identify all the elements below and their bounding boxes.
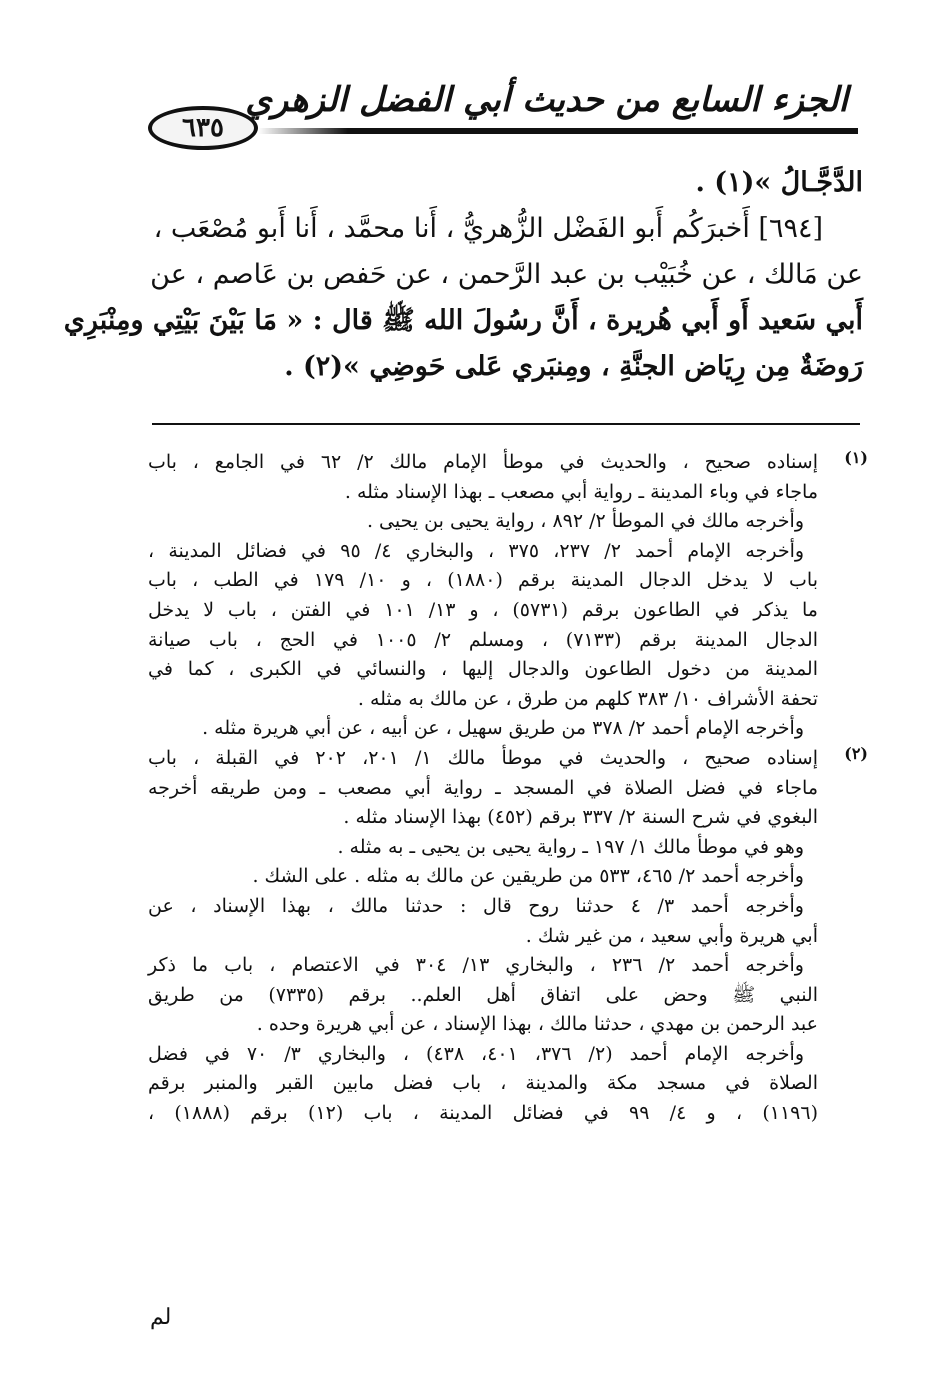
- footnote-line: ماجاء في وباء المدينة ـ رواية أبي مصعب ـ بهذا الإسناد مثله .: [344, 480, 818, 503]
- footnote-line: وأخرجه أحمد ٣/ ٤ حدثنا روح قال : حدثنا مالك ، بهذا الإسناد ، عن: [148, 894, 804, 917]
- footnote-line: إسناده صحيح ، والحديث في موطأ مالك ١/ ٢٠١، ٢٠٢ في القبلة ، باب: [148, 746, 819, 769]
- footnote-line: الدجال المدينة برقم (٧١٣٣) ، ومسلم ٢/ ١٠٠٥ في الحج ، باب صيانة: [148, 628, 818, 651]
- footnote-line: النبي ﷺ وحض على اتفاق أهل العلم.. برقم (٧٣٣٥) من طريق: [148, 983, 819, 1006]
- footnote-line: ماجاء في فضل الصلاة في المسجد ـ رواية أبي مصعب ـ ومن طريقه أخرجه: [148, 776, 818, 799]
- text-line: أَبي سَعيد أَو أَبي هُريرة ، أَنَّ رسُولَ الله ﷺ قال : « مَا بَيْنَ بَيْتِي ومِنْبَرِي: [63, 305, 863, 336]
- catchword-mark: لم: [150, 1305, 172, 1330]
- main-text: [63, 160, 863, 390]
- text-line: [٦٩٤] أَخبرَكُم أَبو الفَضْل الزُّهريُّ ، أَنا محمَّد ، أَنا أَبو مُصْعَب ،: [153, 213, 823, 244]
- footnote-line: عبد الرحمن بن مهدي ، حدثنا مالك ، بهذا الإسناد ، عن أبي هريرة وحده .: [256, 1013, 818, 1036]
- footnote-number: (٢): [844, 743, 868, 763]
- footnote-line: الصلاة في مسجد مكة والمدينة ، باب فضل مابين القبر والمنبر برقم: [148, 1072, 818, 1095]
- footnote-line: ما يذكر في الطاعون برقم (٥٧٣١) ، و ١٣/ ١٠١ في الفتن ، باب لا يدخل: [148, 598, 818, 621]
- footnote-2: [148, 744, 868, 1129]
- footnote-line: وأخرجه مالك في الموطأ ٢/ ٨٩٢ ، رواية يحيى بن يحيى .: [366, 510, 804, 533]
- header-rule: [258, 128, 858, 134]
- footnote-line: (١١٩٦) ، و ٤/ ٩٩ في فضائل المدينة ، باب (١٢) برقم (١٨٨٨) ،: [148, 1102, 818, 1125]
- page-number: ٦٣٥: [148, 106, 258, 150]
- footnote-line: وأخرجه الإمام أحمد (٢/ ٣٧٦، ٤٠١، ٤٣٨) ، والبخاري ٣/ ٧٠ في فضل: [148, 1042, 804, 1065]
- page-header: [148, 78, 868, 156]
- footnote-line: البغوي في شرح السنة ٢/ ٣٣٧ برقم (٤٥٢) بهذا الإسناد مثله .: [343, 806, 818, 829]
- footnote-divider: [152, 423, 860, 425]
- text-line: رَوضَةٌ مِن رِيَاض الجنَّةِ ، ومِنبَري عَلى حَوضِي »(٢) .: [284, 351, 863, 382]
- footnote-line: تحفة الأشراف ١٠/ ٣٨٣ كلهم من طرق ، عن مالك به مثله .: [357, 687, 818, 710]
- footnote-line: وأخرجه أحمد ٢/ ٢٣٦ ، والبخاري ١٣/ ٣٠٤ في الاعتصام ، باب ما ذكر: [148, 954, 804, 977]
- footnote-1: [148, 448, 868, 744]
- running-title: الجزء السابع من حديث أبي الفضل الزهري: [245, 80, 848, 120]
- footnote-line: أبي هريرة وأبي سعيد ، من غير شك .: [525, 924, 818, 947]
- footnote-number: (١): [844, 448, 868, 467]
- text-line: عن مَالك ، عن خُبَيْب بن عبد الرَّحمن ، عن حَفص بن عَاصم ، عن: [150, 259, 863, 290]
- text-line: الدَّجَّـالُ »(١) .: [695, 167, 863, 198]
- footnote-line: وأخرجه أحمد ٢/ ٤٦٥، ٥٣٣ من طريقين عن مالك به مثله . على الشك .: [252, 865, 804, 888]
- footnotes: [148, 448, 868, 1129]
- footnote-line: إسناده صحيح ، والحديث في موطأ الإمام مالك ٢/ ٦٢ في الجامع ، باب: [148, 451, 818, 473]
- footnote-line: باب لا يدخل الدجال المدينة برقم (١٨٨٠) ، و ١٠/ ١٧٩ في الطب ، باب: [148, 569, 818, 592]
- footnote-line: وأخرجه الإمام أحمد ٢/ ٢٣٧، ٣٧٥ ، والبخاري ٤/ ٩٥ في فضائل المدينة ،: [148, 539, 805, 562]
- footnote-line: وهو في موطأ مالك ١/ ١٩٧ ـ رواية يحيى بن يحيى ـ به مثله .: [337, 835, 804, 858]
- footnote-line: المدينة من دخول الطاعون والدجال إليها ، والنسائي في الكبرى ، كما في: [148, 658, 818, 681]
- footnote-line: وأخرجه الإمام أحمد ٢/ ٣٧٨ من طريق سهيل ، عن أبيه ، عن أبي هريرة مثله .: [202, 717, 804, 740]
